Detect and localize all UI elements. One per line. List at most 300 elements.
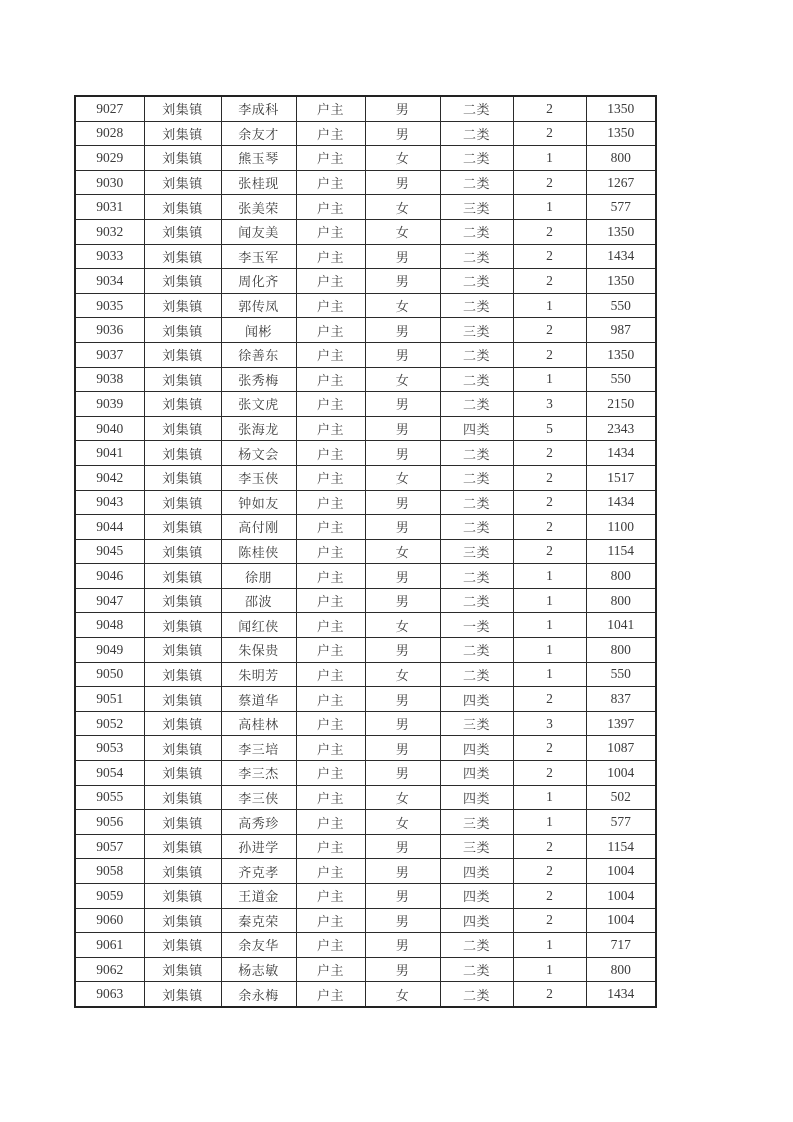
cell-person_name: 高秀珍 (221, 810, 296, 835)
cell-category: 二类 (440, 564, 513, 589)
cell-household_role: 户主 (296, 588, 365, 613)
cell-person_count: 1 (513, 564, 586, 589)
table-row (75, 195, 656, 220)
cell-record_id: 9027 (75, 96, 144, 121)
table-row (75, 884, 656, 909)
cell-person_name: 齐克孝 (221, 859, 296, 884)
table-row (75, 834, 656, 859)
cell-person_name: 杨文会 (221, 441, 296, 466)
cell-category: 四类 (440, 736, 513, 761)
cell-category: 二类 (440, 933, 513, 958)
cell-category: 二类 (440, 515, 513, 540)
cell-township: 刘集镇 (144, 195, 221, 220)
cell-amount: 800 (586, 588, 656, 613)
cell-gender: 男 (365, 834, 440, 859)
cell-household_role: 户主 (296, 465, 365, 490)
table-row (75, 342, 656, 367)
cell-amount: 1434 (586, 441, 656, 466)
table-body (75, 96, 656, 1007)
cell-amount: 502 (586, 785, 656, 810)
cell-person_count: 2 (513, 982, 586, 1007)
cell-person_count: 3 (513, 392, 586, 417)
cell-person_name: 李三侠 (221, 785, 296, 810)
cell-township: 刘集镇 (144, 933, 221, 958)
cell-household_role: 户主 (296, 269, 365, 294)
cell-amount: 1004 (586, 884, 656, 909)
cell-record_id: 9061 (75, 933, 144, 958)
cell-township: 刘集镇 (144, 146, 221, 171)
cell-amount: 2343 (586, 416, 656, 441)
cell-amount: 577 (586, 195, 656, 220)
table-row (75, 219, 656, 244)
table-row (75, 957, 656, 982)
cell-gender: 女 (365, 195, 440, 220)
cell-gender: 男 (365, 342, 440, 367)
cell-person_count: 2 (513, 736, 586, 761)
cell-record_id: 9037 (75, 342, 144, 367)
cell-township: 刘集镇 (144, 441, 221, 466)
cell-person_count: 1 (513, 810, 586, 835)
cell-township: 刘集镇 (144, 96, 221, 121)
cell-person_count: 2 (513, 269, 586, 294)
cell-person_name: 闻友美 (221, 219, 296, 244)
cell-person_count: 1 (513, 588, 586, 613)
cell-person_count: 1 (513, 367, 586, 392)
cell-person_name: 余友华 (221, 933, 296, 958)
cell-person_name: 徐朋 (221, 564, 296, 589)
cell-household_role: 户主 (296, 219, 365, 244)
cell-category: 四类 (440, 785, 513, 810)
cell-township: 刘集镇 (144, 416, 221, 441)
cell-township: 刘集镇 (144, 490, 221, 515)
cell-household_role: 户主 (296, 982, 365, 1007)
cell-amount: 1100 (586, 515, 656, 540)
cell-category: 二类 (440, 662, 513, 687)
cell-gender: 男 (365, 318, 440, 343)
cell-person_count: 2 (513, 244, 586, 269)
cell-record_id: 9062 (75, 957, 144, 982)
cell-household_role: 户主 (296, 318, 365, 343)
cell-record_id: 9028 (75, 121, 144, 146)
cell-record_id: 9031 (75, 195, 144, 220)
cell-gender: 女 (365, 146, 440, 171)
cell-category: 三类 (440, 539, 513, 564)
cell-amount: 1434 (586, 244, 656, 269)
cell-person_name: 闻红侠 (221, 613, 296, 638)
cell-category: 二类 (440, 982, 513, 1007)
cell-household_role: 户主 (296, 146, 365, 171)
table-row (75, 982, 656, 1007)
cell-township: 刘集镇 (144, 638, 221, 663)
cell-category: 二类 (440, 465, 513, 490)
cell-household_role: 户主 (296, 195, 365, 220)
cell-category: 一类 (440, 613, 513, 638)
cell-amount: 1004 (586, 761, 656, 786)
cell-amount: 1517 (586, 465, 656, 490)
cell-gender: 男 (365, 711, 440, 736)
cell-record_id: 9036 (75, 318, 144, 343)
cell-gender: 女 (365, 465, 440, 490)
cell-household_role: 户主 (296, 933, 365, 958)
table-row (75, 441, 656, 466)
cell-person_count: 2 (513, 465, 586, 490)
cell-township: 刘集镇 (144, 318, 221, 343)
cell-gender: 男 (365, 761, 440, 786)
cell-person_count: 2 (513, 342, 586, 367)
cell-person_count: 2 (513, 884, 586, 909)
cell-category: 四类 (440, 908, 513, 933)
cell-township: 刘集镇 (144, 269, 221, 294)
cell-record_id: 9042 (75, 465, 144, 490)
cell-category: 四类 (440, 687, 513, 712)
cell-township: 刘集镇 (144, 810, 221, 835)
cell-record_id: 9029 (75, 146, 144, 171)
cell-record_id: 9049 (75, 638, 144, 663)
cell-person_count: 2 (513, 834, 586, 859)
cell-township: 刘集镇 (144, 884, 221, 909)
cell-record_id: 9051 (75, 687, 144, 712)
cell-household_role: 户主 (296, 121, 365, 146)
cell-township: 刘集镇 (144, 342, 221, 367)
cell-person_name: 郭传凤 (221, 293, 296, 318)
cell-person_name: 张文虎 (221, 392, 296, 417)
cell-record_id: 9057 (75, 834, 144, 859)
table-row (75, 588, 656, 613)
cell-township: 刘集镇 (144, 859, 221, 884)
cell-person_count: 2 (513, 687, 586, 712)
cell-person_count: 2 (513, 441, 586, 466)
table-row (75, 146, 656, 171)
cell-household_role: 户主 (296, 711, 365, 736)
cell-household_role: 户主 (296, 170, 365, 195)
table-row (75, 392, 656, 417)
cell-township: 刘集镇 (144, 588, 221, 613)
cell-record_id: 9056 (75, 810, 144, 835)
table-row (75, 121, 656, 146)
cell-township: 刘集镇 (144, 170, 221, 195)
cell-person_name: 李成科 (221, 96, 296, 121)
cell-person_name: 杨志敏 (221, 957, 296, 982)
cell-gender: 女 (365, 367, 440, 392)
cell-record_id: 9045 (75, 539, 144, 564)
cell-household_role: 户主 (296, 416, 365, 441)
cell-person_name: 高付刚 (221, 515, 296, 540)
cell-category: 二类 (440, 96, 513, 121)
cell-person_name: 李三培 (221, 736, 296, 761)
cell-amount: 1087 (586, 736, 656, 761)
cell-category: 二类 (440, 269, 513, 294)
cell-household_role: 户主 (296, 884, 365, 909)
cell-amount: 1041 (586, 613, 656, 638)
cell-record_id: 9048 (75, 613, 144, 638)
cell-person_name: 李玉侠 (221, 465, 296, 490)
cell-record_id: 9033 (75, 244, 144, 269)
cell-amount: 837 (586, 687, 656, 712)
cell-household_role: 户主 (296, 834, 365, 859)
cell-amount: 1350 (586, 269, 656, 294)
cell-category: 四类 (440, 416, 513, 441)
cell-record_id: 9041 (75, 441, 144, 466)
table-row (75, 170, 656, 195)
cell-person_count: 1 (513, 638, 586, 663)
cell-gender: 男 (365, 441, 440, 466)
cell-household_role: 户主 (296, 515, 365, 540)
cell-category: 二类 (440, 170, 513, 195)
cell-record_id: 9040 (75, 416, 144, 441)
cell-amount: 987 (586, 318, 656, 343)
cell-record_id: 9032 (75, 219, 144, 244)
cell-amount: 2150 (586, 392, 656, 417)
table-row (75, 687, 656, 712)
cell-person_name: 朱明芳 (221, 662, 296, 687)
table-row (75, 908, 656, 933)
cell-person_count: 1 (513, 957, 586, 982)
table-row (75, 638, 656, 663)
cell-person_name: 张海龙 (221, 416, 296, 441)
table-row (75, 490, 656, 515)
cell-category: 二类 (440, 293, 513, 318)
cell-household_role: 户主 (296, 638, 365, 663)
table-row (75, 269, 656, 294)
cell-gender: 女 (365, 539, 440, 564)
cell-township: 刘集镇 (144, 564, 221, 589)
cell-gender: 男 (365, 121, 440, 146)
cell-person_name: 秦克荣 (221, 908, 296, 933)
cell-person_name: 王道金 (221, 884, 296, 909)
cell-amount: 1004 (586, 908, 656, 933)
cell-person_count: 2 (513, 539, 586, 564)
cell-household_role: 户主 (296, 96, 365, 121)
table-row (75, 859, 656, 884)
cell-amount: 550 (586, 662, 656, 687)
table-container (74, 95, 655, 1008)
cell-category: 二类 (440, 588, 513, 613)
table-row (75, 539, 656, 564)
cell-gender: 男 (365, 933, 440, 958)
cell-township: 刘集镇 (144, 834, 221, 859)
cell-person_count: 2 (513, 318, 586, 343)
cell-gender: 男 (365, 96, 440, 121)
cell-person_count: 1 (513, 785, 586, 810)
cell-person_count: 1 (513, 195, 586, 220)
cell-amount: 800 (586, 957, 656, 982)
cell-category: 三类 (440, 195, 513, 220)
cell-gender: 男 (365, 908, 440, 933)
cell-household_role: 户主 (296, 244, 365, 269)
cell-person_count: 2 (513, 515, 586, 540)
cell-gender: 女 (365, 810, 440, 835)
cell-gender: 男 (365, 564, 440, 589)
cell-township: 刘集镇 (144, 736, 221, 761)
cell-record_id: 9043 (75, 490, 144, 515)
table-row (75, 564, 656, 589)
cell-person_name: 余永梅 (221, 982, 296, 1007)
cell-person_name: 闻彬 (221, 318, 296, 343)
cell-township: 刘集镇 (144, 908, 221, 933)
cell-household_role: 户主 (296, 490, 365, 515)
cell-person_count: 3 (513, 711, 586, 736)
table-row (75, 465, 656, 490)
cell-person_count: 1 (513, 662, 586, 687)
cell-gender: 男 (365, 588, 440, 613)
cell-person_count: 2 (513, 908, 586, 933)
cell-record_id: 9046 (75, 564, 144, 589)
table-row (75, 613, 656, 638)
cell-category: 四类 (440, 859, 513, 884)
cell-record_id: 9038 (75, 367, 144, 392)
cell-household_role: 户主 (296, 957, 365, 982)
table-row (75, 785, 656, 810)
cell-amount: 1350 (586, 219, 656, 244)
cell-township: 刘集镇 (144, 785, 221, 810)
cell-household_role: 户主 (296, 539, 365, 564)
cell-gender: 女 (365, 785, 440, 810)
cell-township: 刘集镇 (144, 392, 221, 417)
cell-record_id: 9047 (75, 588, 144, 613)
cell-category: 二类 (440, 121, 513, 146)
cell-person_count: 2 (513, 121, 586, 146)
cell-township: 刘集镇 (144, 121, 221, 146)
cell-person_count: 2 (513, 170, 586, 195)
cell-category: 二类 (440, 638, 513, 663)
cell-amount: 577 (586, 810, 656, 835)
cell-gender: 女 (365, 662, 440, 687)
cell-gender: 男 (365, 244, 440, 269)
cell-amount: 550 (586, 367, 656, 392)
cell-township: 刘集镇 (144, 465, 221, 490)
cell-gender: 男 (365, 638, 440, 663)
cell-gender: 男 (365, 687, 440, 712)
table-row (75, 416, 656, 441)
cell-township: 刘集镇 (144, 244, 221, 269)
cell-household_role: 户主 (296, 293, 365, 318)
cell-household_role: 户主 (296, 687, 365, 712)
cell-household_role: 户主 (296, 736, 365, 761)
cell-gender: 男 (365, 416, 440, 441)
cell-gender: 男 (365, 170, 440, 195)
cell-township: 刘集镇 (144, 219, 221, 244)
cell-household_role: 户主 (296, 564, 365, 589)
cell-category: 二类 (440, 146, 513, 171)
cell-amount: 1350 (586, 342, 656, 367)
cell-gender: 男 (365, 736, 440, 761)
cell-category: 三类 (440, 810, 513, 835)
cell-person_name: 徐善东 (221, 342, 296, 367)
cell-record_id: 9050 (75, 662, 144, 687)
cell-household_role: 户主 (296, 613, 365, 638)
cell-category: 二类 (440, 367, 513, 392)
cell-person_count: 2 (513, 490, 586, 515)
cell-amount: 1434 (586, 490, 656, 515)
table-row (75, 515, 656, 540)
cell-person_count: 5 (513, 416, 586, 441)
cell-household_role: 户主 (296, 441, 365, 466)
cell-person_name: 熊玉琴 (221, 146, 296, 171)
cell-gender: 男 (365, 392, 440, 417)
cell-record_id: 9059 (75, 884, 144, 909)
cell-record_id: 9030 (75, 170, 144, 195)
table-row (75, 244, 656, 269)
cell-amount: 717 (586, 933, 656, 958)
cell-person_count: 2 (513, 219, 586, 244)
cell-person_name: 邵波 (221, 588, 296, 613)
cell-township: 刘集镇 (144, 367, 221, 392)
cell-gender: 男 (365, 957, 440, 982)
table-row (75, 96, 656, 121)
cell-person_name: 张美荣 (221, 195, 296, 220)
table-row (75, 761, 656, 786)
cell-person_name: 李玉军 (221, 244, 296, 269)
cell-category: 四类 (440, 761, 513, 786)
cell-amount: 550 (586, 293, 656, 318)
cell-person_name: 朱保贵 (221, 638, 296, 663)
cell-gender: 女 (365, 982, 440, 1007)
cell-person_count: 1 (513, 293, 586, 318)
cell-township: 刘集镇 (144, 662, 221, 687)
cell-township: 刘集镇 (144, 539, 221, 564)
table-row (75, 662, 656, 687)
cell-amount: 1397 (586, 711, 656, 736)
cell-township: 刘集镇 (144, 515, 221, 540)
cell-record_id: 9034 (75, 269, 144, 294)
cell-person_count: 2 (513, 859, 586, 884)
cell-household_role: 户主 (296, 662, 365, 687)
cell-person_name: 高桂林 (221, 711, 296, 736)
cell-township: 刘集镇 (144, 613, 221, 638)
cell-category: 二类 (440, 957, 513, 982)
cell-household_role: 户主 (296, 785, 365, 810)
cell-category: 三类 (440, 711, 513, 736)
cell-household_role: 户主 (296, 810, 365, 835)
cell-township: 刘集镇 (144, 957, 221, 982)
cell-person_name: 余友才 (221, 121, 296, 146)
cell-person_name: 周化齐 (221, 269, 296, 294)
cell-township: 刘集镇 (144, 711, 221, 736)
cell-person_name: 钟如友 (221, 490, 296, 515)
cell-record_id: 9060 (75, 908, 144, 933)
cell-person_count: 1 (513, 146, 586, 171)
cell-amount: 1350 (586, 121, 656, 146)
cell-amount: 800 (586, 564, 656, 589)
cell-person_name: 张秀梅 (221, 367, 296, 392)
cell-person_count: 1 (513, 613, 586, 638)
cell-gender: 女 (365, 219, 440, 244)
cell-household_role: 户主 (296, 859, 365, 884)
table-row (75, 711, 656, 736)
cell-category: 二类 (440, 244, 513, 269)
table-row (75, 933, 656, 958)
cell-household_role: 户主 (296, 367, 365, 392)
household-subsidy-table (74, 95, 657, 1008)
cell-household_role: 户主 (296, 761, 365, 786)
cell-gender: 男 (365, 490, 440, 515)
cell-record_id: 9039 (75, 392, 144, 417)
cell-category: 三类 (440, 318, 513, 343)
cell-record_id: 9063 (75, 982, 144, 1007)
cell-amount: 1004 (586, 859, 656, 884)
cell-person_count: 2 (513, 761, 586, 786)
cell-person_count: 2 (513, 96, 586, 121)
cell-category: 二类 (440, 441, 513, 466)
cell-record_id: 9053 (75, 736, 144, 761)
cell-record_id: 9052 (75, 711, 144, 736)
cell-gender: 男 (365, 884, 440, 909)
cell-person_name: 李三杰 (221, 761, 296, 786)
cell-township: 刘集镇 (144, 687, 221, 712)
table-row (75, 736, 656, 761)
cell-household_role: 户主 (296, 908, 365, 933)
cell-household_role: 户主 (296, 392, 365, 417)
